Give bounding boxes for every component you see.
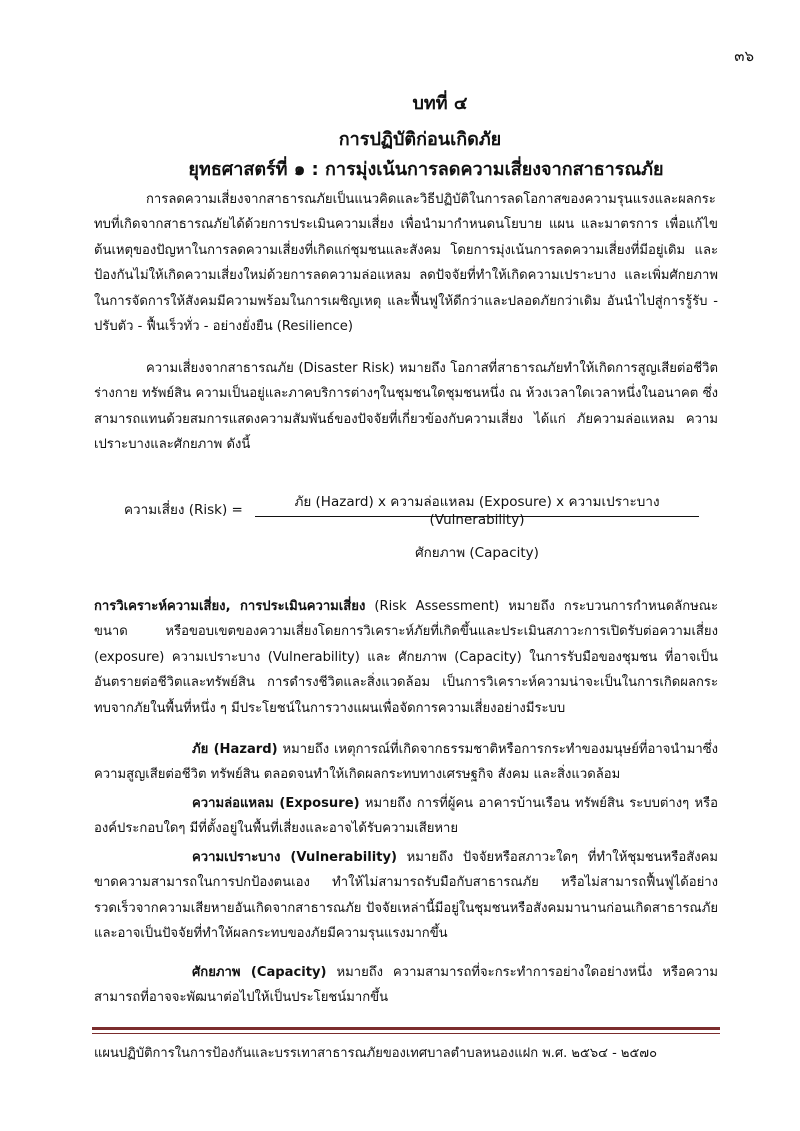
section-heading: การปฏิบัติก่อนเกิดภัย: [338, 129, 502, 150]
footer-rule-thin: [92, 1033, 720, 1034]
risk-assessment-term: การวิเคราะห์ความเสี่ยง, การประเมินความเสี่ยง: [94, 599, 366, 614]
chapter-heading: บทที่ ๔: [412, 93, 468, 114]
page-number: ๓๖: [734, 47, 754, 65]
strategy-heading: ยุทธศาสตร์ที่ ๑ : การมุ่งเน้นการลดความเสี่ยงจากสาธารณภัย: [188, 159, 664, 180]
disaster-risk-paragraph: ความเสี่ยงจากสาธารณภัย (Disaster Risk) หมายถึง โอกาสที่สาธารณภัยทำให้เกิดการสูญเสียต่อชีวิต ร่างกาย ทรัพย์สิน ความเป็นอยู่และภาคบริการต่างๆในชุมชนใดชุมชนหนึ่ง ณ ห้วงเวลาใดเวลาหนึ่งในอนาคต ซึ่งสามารถแทนด้วยสมการแสดงความสัมพันธ์ของปัจจัยที่เกี่ยวข้องกับความเสี่ยง ได้แก่ ภัยความล่อแหลม ความเปราะบางและศักยภาพ ดังนี้: [94, 361, 718, 453]
hazard-definition: หมายถึง เหตุการณ์ที่เกิดจากธรรมชาติหรือการกระทำของมนุษย์ที่อาจนำมาซึ่งความสูญเสียต่อชีวิต ทรัพย์สิน ตลอดจนทำให้เกิดผลกระทบทางเศรษฐกิจ สังคม และสิ่งแวดล้อม: [94, 742, 718, 783]
vulnerability-paragraph: [94, 845, 718, 947]
vulnerability-definition: หมายถึง ปัจจัยหรือสภาวะใดๆ ที่ทำให้ชุมชนหรือสังคมขาดความสามารถในการปกป้องตนเอง ทำให้ไม่สามารถรับมือกับสาธารณภัย หรือไม่สามารถฟื้นฟูได้อย่างรวดเร็วจากความเสียหายอันเกิดจากสาธารณภัย ปัจจัยเหล่านี้มีอยู่ในชุมชนหรือสังคมมานานก่อนเกิดสาธารณภัย และอาจเป็นปัจจัยที่ทำให้ผลกระทบของภัยมีความรุนแรงมากขึ้น: [94, 850, 718, 942]
formula-numerator: ภัย (Hazard) x ความล่อแหลม (Exposure) x ความเปราะบาง (Vulnerability): [294, 494, 660, 528]
exposure-paragraph: [94, 791, 718, 842]
capacity-term: ศักยภาพ (Capacity): [192, 965, 327, 980]
footer-text: แผนปฏิบัติการในการป้องกันและบรรเทาสาธารณภัยของเทศบาลตำบลหนองแฝก พ.ศ. ๒๕๖๔ - ๒๕๗๐: [94, 1046, 658, 1061]
exposure-term: ความล่อแหลม (Exposure): [192, 796, 360, 811]
risk-assessment-definition: (Risk Assessment) หมายถึง กระบวนการกำหนดลักษณะ ขนาด หรือขอบเขตของความเสี่ยงโดยการวิเคราะห์ภัยที่เกิดขึ้นและประเมินสภาวะการเปิดรับต่อความเสี่ยง (exposure) ความเปราะบาง (Vulnerability) และ ศักยภาพ (Capacity) ในการรับมือของชุมชน ที่อาจเป็นอันตรายต่อชีวิตและทรัพย์สิน การดำรงชีวิตและสิ่งแวดล้อม เป็นการวิเคราะห์ความน่าจะเป็นในการเกิดผลกระทบจากภัยในพื้นที่หนึ่ง ๆ มีประโยชน์ในการวางแผนเพื่อจัดการความเสี่ยงอย่างมีระบบ: [94, 599, 718, 716]
risk-assessment-paragraph: [94, 594, 718, 721]
exposure-definition: หมายถึง การที่ผู้คน อาคารบ้านเรือน ทรัพย์สิน ระบบต่างๆ หรือองค์ประกอบใดๆ มีที่ตั้งอยู่ในพื้นที่เสี่ยงและอาจได้รับความเสียหาย: [94, 796, 718, 837]
formula-denominator: ศักยภาพ (Capacity): [415, 545, 539, 561]
hazard-term: ภัย (Hazard): [192, 742, 278, 757]
vulnerability-term: ความเปราะบาง (Vulnerability): [192, 850, 397, 865]
formula-lhs: ความเสี่ยง (Risk) =: [124, 502, 243, 518]
capacity-paragraph: [94, 960, 718, 1011]
capacity-definition: หมายถึง ความสามารถที่จะกระทำการอย่างใดอย่างหนึ่ง หรือความสามารถที่อาจจะพัฒนาต่อไปให้เป็นประโยชน์มากขึ้น: [94, 965, 718, 1006]
intro-paragraph: การลดความเสี่ยงจากสาธารณภัยเป็นแนวคิดและวิธีปฏิบัติในการลดโอกาสของความรุนแรงและผลกระทบที่เกิดจากสาธารณภัยได้ด้วยการประเมินความเสี่ยง เพื่อนำมากำหนดนโยบาย แผน และมาตรการ เพื่อแก้ไขต้นเหตุของปัญหาในการลดความเสี่ยงที่เกิดแก่ชุมชนและสังคม โดยการมุ่งเน้นการลดความเสี่ยงที่มีอยู่เดิม และป้องกันไม่ให้เกิดความเสี่ยงใหม่ด้วยการลดความล่อแหลม ลดปัจจัยที่ทำให้เกิดความเปราะบาง และเพิ่มศักยภาพในการจัดการให้สังคมมีความพร้อมในการเผชิญเหตุ และฟื้นฟูให้ดีกว่าและปลอดภัยกว่าเดิม อันนำไปสู่การรู้รับ - ปรับตัว - ฟื้นเร็วทั่ว - อย่างยั่งยืน (Resilience): [94, 192, 718, 335]
footer-rule-thick: [92, 1027, 720, 1030]
formula-fraction-line: [255, 516, 699, 517]
hazard-paragraph: [94, 737, 718, 788]
